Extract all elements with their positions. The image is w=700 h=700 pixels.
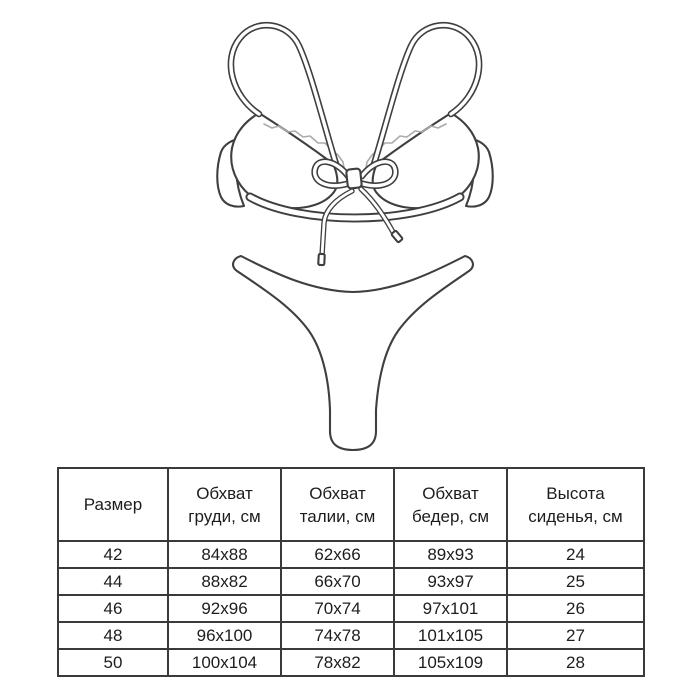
bikini-bottom (233, 256, 473, 450)
cell-hips: 89x93 (394, 541, 507, 568)
header-hips-line2: бедер, см (411, 506, 490, 526)
header-waist-line2: талии, см (299, 506, 376, 526)
cell-waist: 66x70 (281, 568, 394, 595)
table-row-size-46 (58, 595, 644, 622)
table-row-size-42 (58, 541, 644, 568)
table-row-size-50 (58, 649, 644, 676)
cell-chest: 84x88 (168, 541, 281, 568)
cell-size: 46 (58, 595, 168, 622)
size-table (57, 467, 645, 677)
cell-size: 48 (58, 622, 168, 649)
cell-hips: 93x97 (394, 568, 507, 595)
cell-hips: 97x101 (394, 595, 507, 622)
cell-hips: 105x109 (394, 649, 507, 676)
header-chest-line1: Обхват (196, 483, 253, 503)
header-seat-height-line2: сиденья, см (528, 506, 623, 526)
cell-seat-height: 25 (507, 568, 644, 595)
cell-hips: 101x105 (394, 622, 507, 649)
size-table-header-row (58, 468, 644, 541)
header-hips (394, 468, 507, 541)
bow-string-down-tip (318, 254, 325, 265)
cell-chest: 96x100 (168, 622, 281, 649)
cell-waist: 78x82 (281, 649, 394, 676)
bow-string-diagonal-tip (391, 230, 403, 242)
cell-seat-height: 24 (507, 541, 644, 568)
cell-size: 42 (58, 541, 168, 568)
header-size (58, 468, 168, 541)
header-waist (281, 468, 394, 541)
bikini-top (217, 25, 493, 218)
header-chest (168, 468, 281, 541)
header-chest-line2: груди, см (188, 506, 261, 526)
cell-chest: 88x82 (168, 568, 281, 595)
cell-size: 44 (58, 568, 168, 595)
bow-knot (346, 168, 362, 188)
cell-size: 50 (58, 649, 168, 676)
table-row-size-44 (58, 568, 644, 595)
cell-waist: 62x66 (281, 541, 394, 568)
bottom-outline (233, 256, 473, 450)
cell-seat-height: 28 (507, 649, 644, 676)
header-seat-height-line1: Высота (546, 483, 605, 503)
header-waist-line1: Обхват (309, 483, 366, 503)
table-row-size-48 (58, 622, 644, 649)
cell-waist: 70x74 (281, 595, 394, 622)
cell-seat-height: 26 (507, 595, 644, 622)
cell-chest: 92x96 (168, 595, 281, 622)
cell-chest: 100x104 (168, 649, 281, 676)
cell-seat-height: 27 (507, 622, 644, 649)
header-seat-height (507, 468, 644, 541)
header-hips-line1: Обхват (422, 483, 479, 503)
header-size-line1: Размер (83, 495, 143, 514)
cell-waist: 74x78 (281, 622, 394, 649)
